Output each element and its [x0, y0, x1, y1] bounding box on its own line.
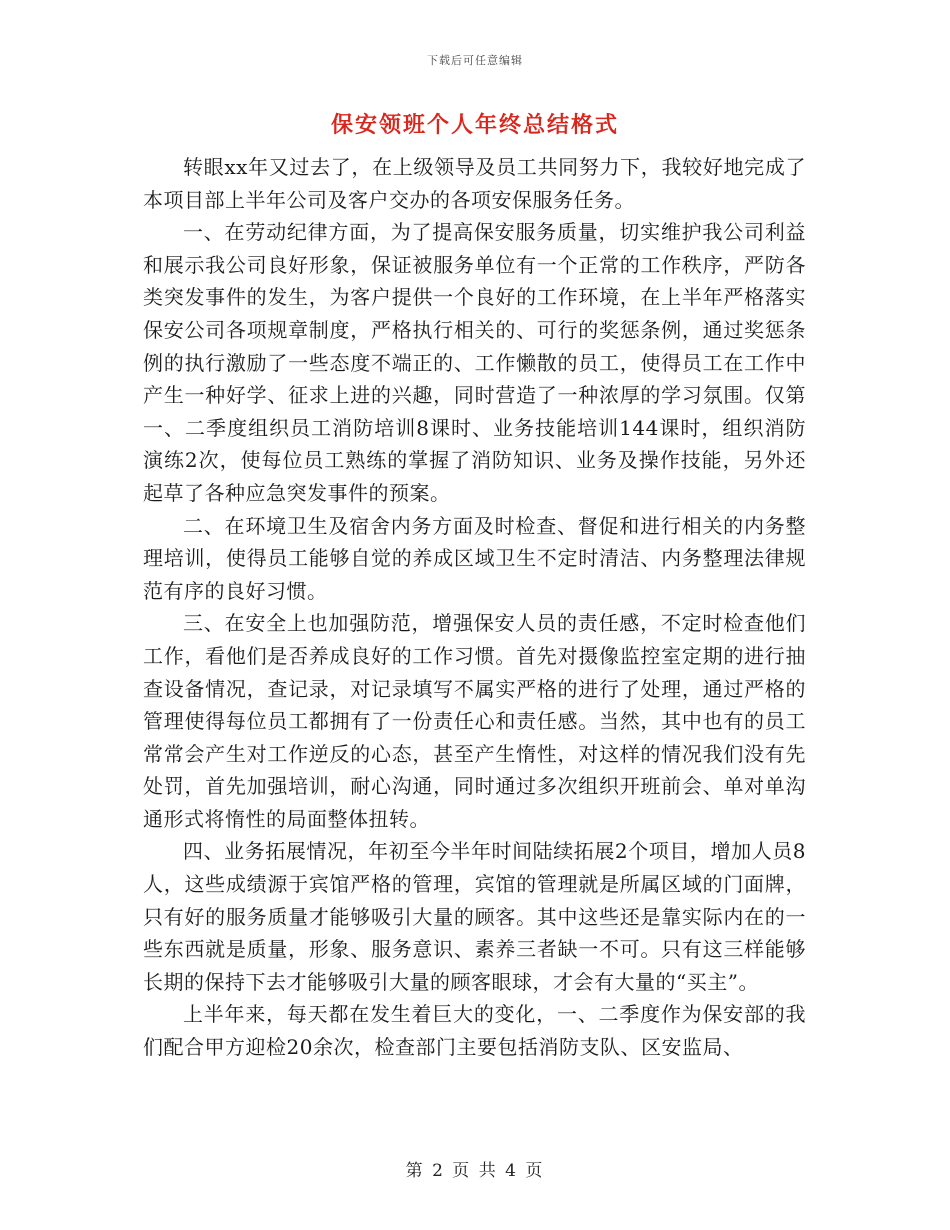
page-number-footer: 第 2 页 共 4 页 [405, 1161, 545, 1181]
header-note: 下载后可任意编辑 [427, 54, 523, 67]
paragraph-inspections: 上半年来，每天都在发生着巨大的变化，一、二季度作为保安部的我们配合甲方迎检20余次，检查部门主要包括消防支队、区安监局、 [143, 1002, 806, 1060]
paragraph-safety: 三、在安全上也加强防范，增强保安人员的责任感，不定时检查他们工作，看他们是否养成良好的工作习惯。首先对摄像监控室定期的进行抽查设备情况，查记录，对记录填写不属实严格的进行了处理，通过严格的管理使得每位员工都拥有了一份责任心和责任感。当然，其中也有的员工常常会产生对工作逆反的心态，甚至产生惰性，对这样的情况我们没有先处罚，首先加强培训，耐心沟通，同时通过多次组织开班前会、单对单沟通形式将惰性的局面整体扭转。 [143, 611, 806, 831]
document-title: 保安领班个人年终总结格式 [330, 112, 619, 138]
paragraph-labor-discipline: 一、在劳动纪律方面，为了提高保安服务质量，切实维护我公司利益和展示我公司良好形象，保证被服务单位有一个正常的工作秩序，严防各类突发事件的发生，为客户提供一个良好的工作环境，在上半年严格落实保安公司各项规章制度，严格执行相关的、可行的奖惩条例，通过奖惩条例的执行激励了一些态度不端正的、工作懒散的员工，使得员工在工作中产生一种好学、征求上进的兴趣，同时营造了一种浓厚的学习氛围。仅第一、二季度组织员工消防培训8课时、业务技能培训144课时，组织消防演练2次，使每位员工熟练的掌握了消防知识、业务及操作技能，另外还起草了各种应急突发事件的预案。 [143, 220, 806, 505]
paragraph-environment-hygiene: 二、在环境卫生及宿舍内务方面及时检查、督促和进行相关的内务整理培训，使得员工能够自觉的养成区域卫生不定时清洁、内务整理法律规范有序的良好习惯。 [143, 513, 806, 603]
document-body [143, 151, 806, 1064]
paragraph-business-expansion: 四、业务拓展情况，年初至今半年时间陆续拓展2个项目，增加人员8人，这些成绩源于宾馆严格的管理，宾馆的管理就是所属区域的门面牌，只有好的服务质量才能够吸引大量的顾客。其中这些还是靠实际内在的一些东西就是质量，形象、服务意识、素养三者缺一不可。只有这三样能够长期的保持下去才能够吸引大量的顾客眼球，才会有大量的“买主”。 [143, 839, 806, 994]
paragraph-intro: 转眼xx年又过去了，在上级领导及员工共同努力下，我较好地完成了本项目部上半年公司及客户交办的各项安保服务任务。 [143, 155, 806, 212]
